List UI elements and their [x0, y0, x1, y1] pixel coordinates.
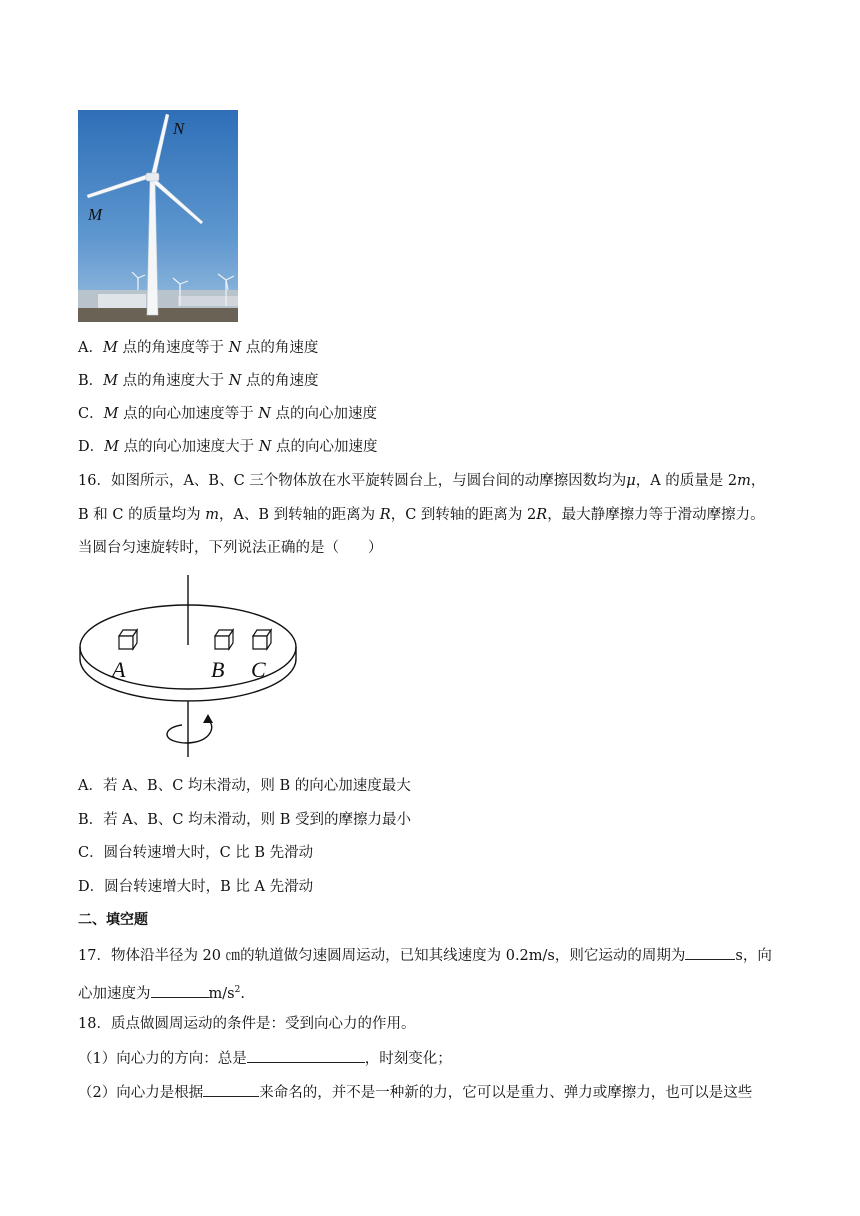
q16-stem-line2: B 和 C 的质量均为 m，A、B 到转轴的距离为 R，C 到转轴的距离为 2R，最大静摩擦力等于滑动摩擦力。: [78, 507, 765, 523]
q18-line2: （1）向心力的方向：总是 ，时刻变化；: [78, 1048, 452, 1069]
q17-blank-acceleration[interactable]: [151, 983, 209, 998]
q15-option-b: B．M 点的角速度大于 N 点的角速度: [78, 373, 319, 389]
label-m: M: [88, 205, 103, 224]
q17-line1: 17．物体沿半径为 20 ㎝的轨道做匀速圆周运动，已知其线速度为 0.2m/s，则它运动的周期为 s，向: [78, 945, 772, 966]
q16-option-b: B．若 A、B、C 均未滑动，则 B 受到的摩擦力最小: [78, 812, 411, 828]
q15-option-c: C．M 点的向心加速度等于 N 点的向心加速度: [78, 406, 377, 422]
q18-line1: 18．质点做圆周运动的条件是：受到向心力的作用。: [78, 1016, 416, 1032]
q16-stem-line1: 16．如图所示，A、B、C 三个物体放在水平旋转圆台上，与圆台间的动摩擦因数均为μ，A 的质量是 2m，: [78, 473, 766, 489]
section-title: 二、填空题: [78, 912, 148, 928]
q18-blank-naming[interactable]: [203, 1082, 259, 1097]
q17-blank-period[interactable]: [685, 945, 735, 960]
q16-option-a: A．若 A、B、C 均未滑动，则 B 的向心加速度最大: [78, 778, 411, 794]
rotating-disk-figure: [78, 575, 303, 760]
label-n: N: [173, 119, 185, 138]
q18-blank-direction[interactable]: [247, 1048, 365, 1063]
block-label-c: C: [251, 657, 266, 682]
q15-option-d: D．M 点的向心加速度大于 N 点的向心加速度: [78, 439, 378, 455]
q17-line2: 心加速度为 $m/s^2$.: [78, 980, 245, 1004]
q16-option-d: D．圆台转速增大时，B 比 A 先滑动: [78, 879, 314, 895]
block-label-a: A: [112, 657, 126, 682]
q16-option-c: C．圆台转速增大时，C 比 B 先滑动: [78, 845, 314, 861]
wind-turbine-photo: [78, 110, 238, 322]
block-label-b: B: [211, 657, 225, 682]
q16-stem-line3: 当圆台匀速旋转时，下列说法正确的是（ ）: [78, 540, 383, 556]
q18-line3: （2）向心力是根据 来命名的，并不是一种新的力，它可以是重力、弹力或摩擦力，也可以是这些: [78, 1082, 752, 1103]
q15-option-a: A．M 点的角速度等于 N 点的角速度: [78, 340, 319, 356]
